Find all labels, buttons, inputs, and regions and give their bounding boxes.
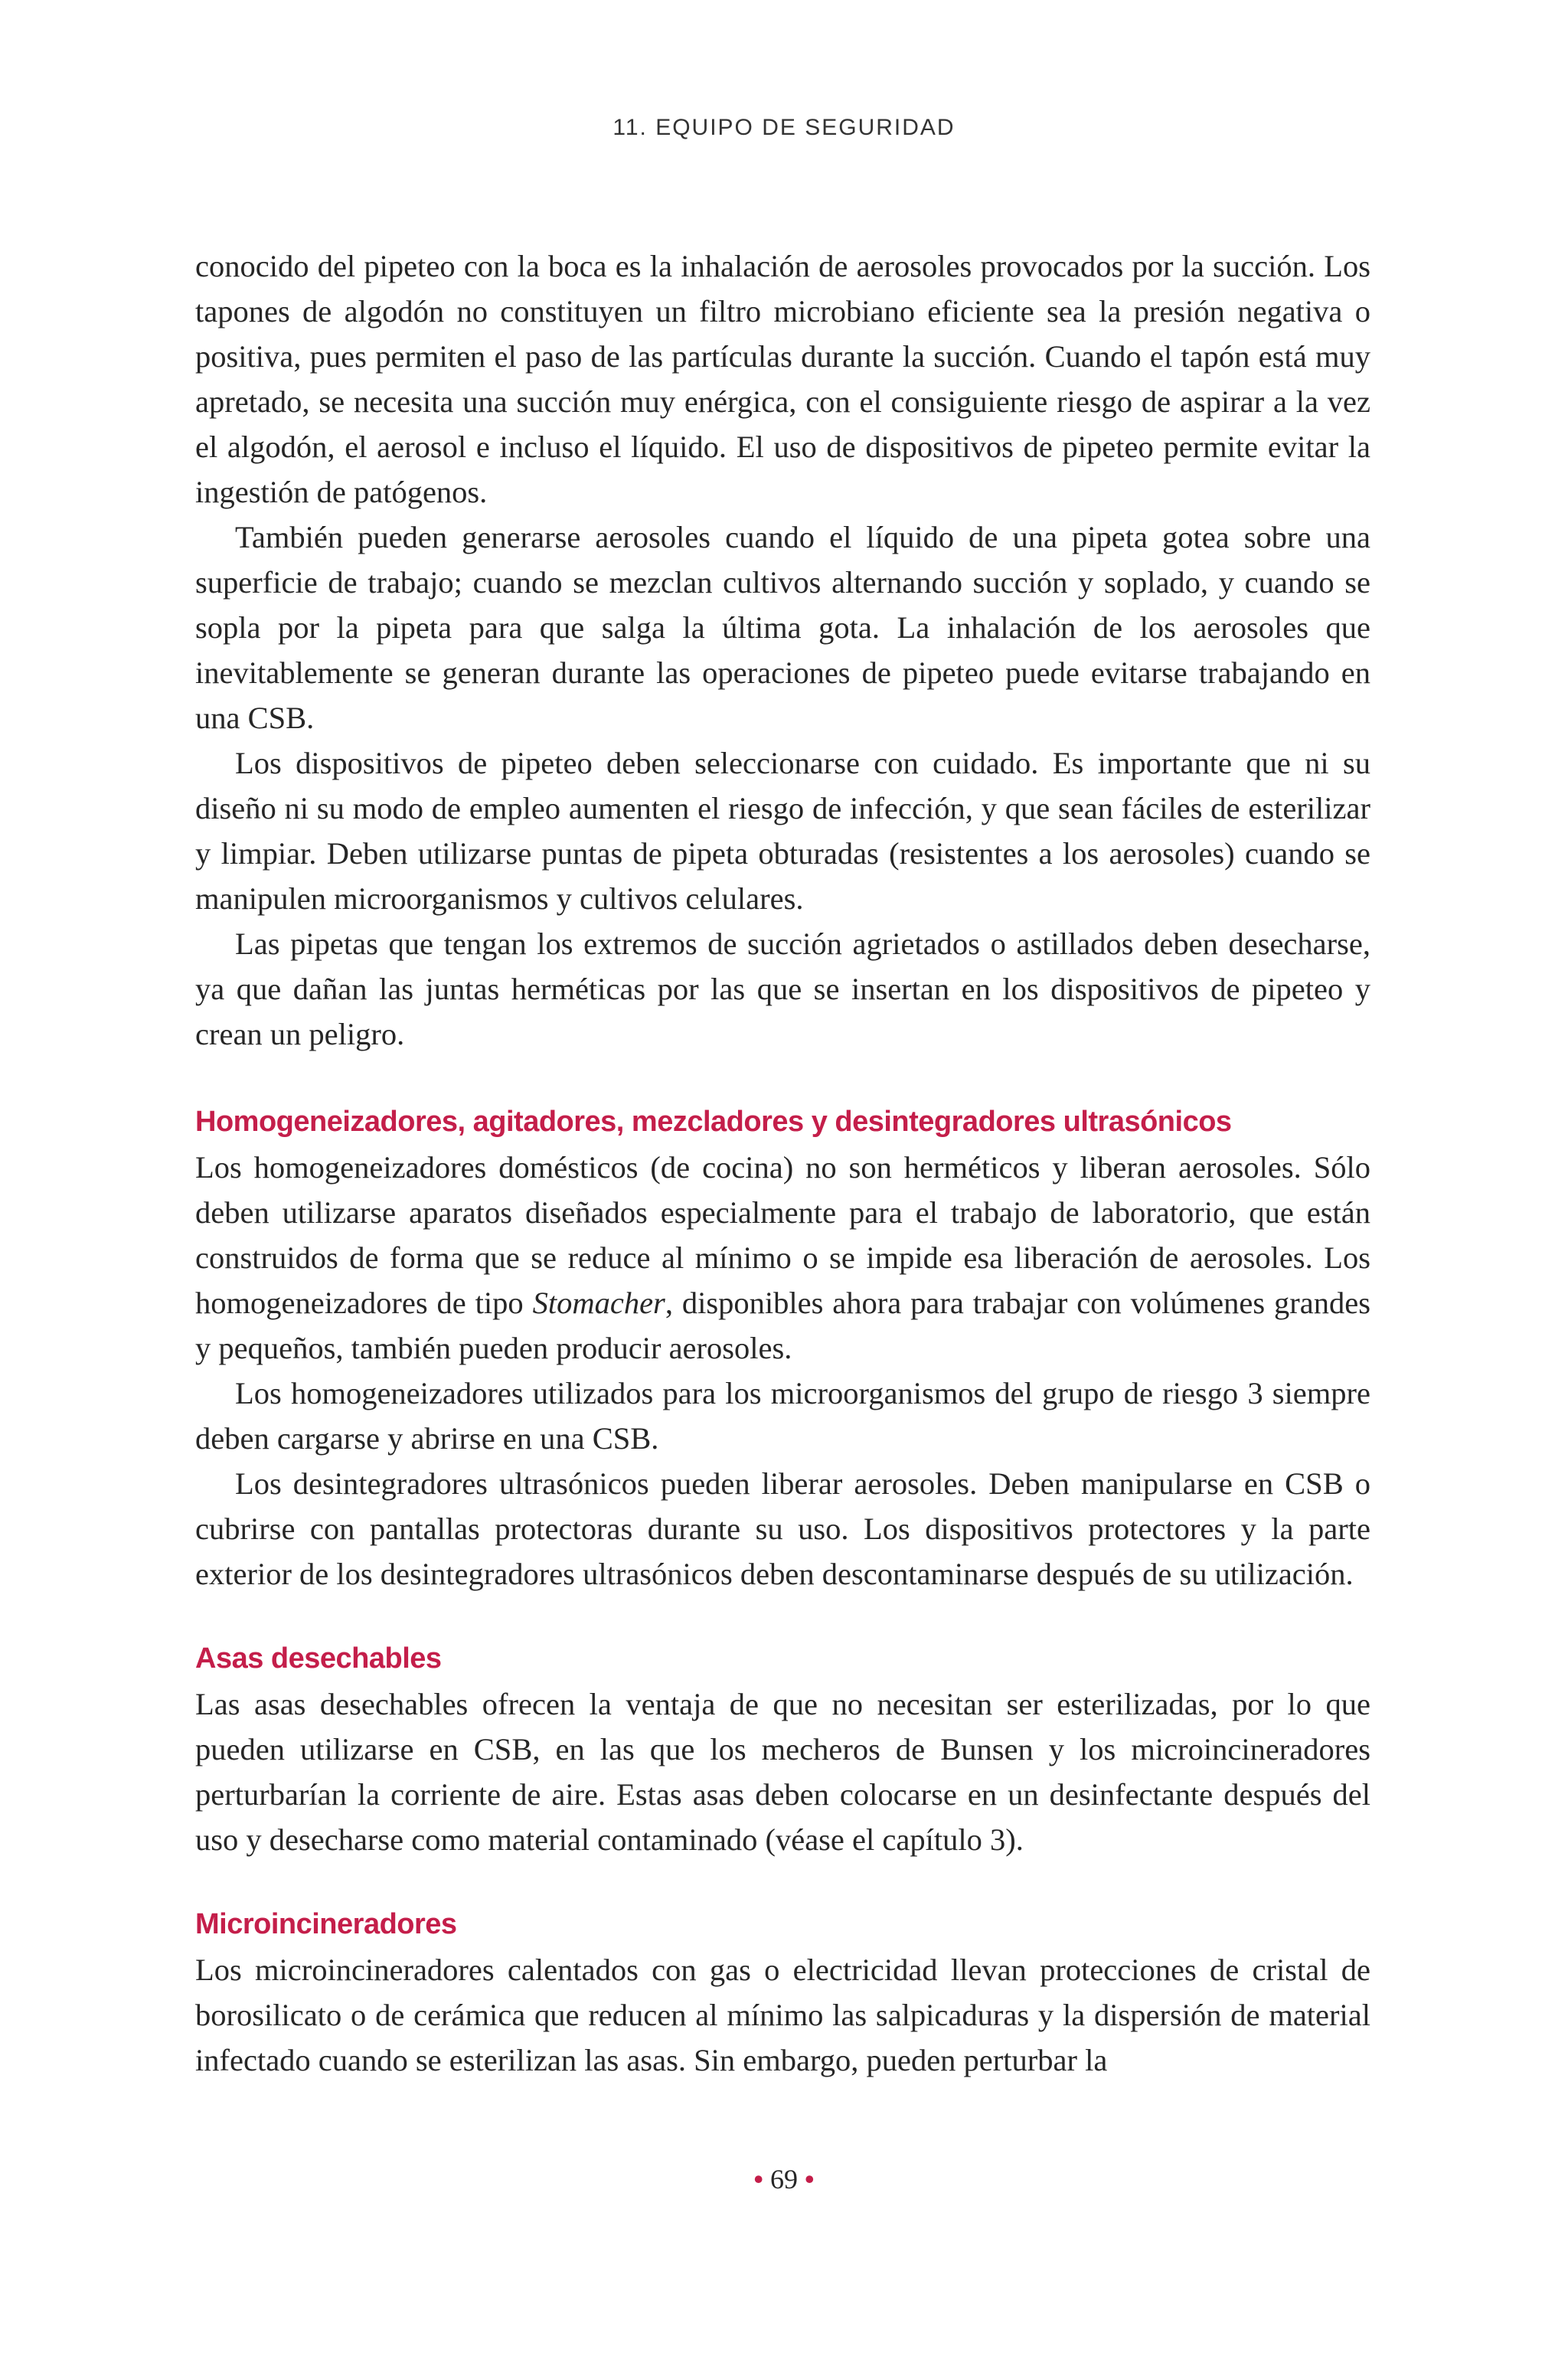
homog-text-after: , disponibles ahora para trabajar con volúmenes grandes y pequeños, también pueden producir aerosoles. [195, 1286, 1370, 1365]
bullet-right: • [805, 2164, 815, 2194]
paragraph-pipeteo-4: Las pipetas que tengan los extremos de succión agrietados o astillados deben desecharse, ya que dañan las juntas herméticas por las que se insertan en los dispositivos de pipeteo y crean un peligro. [195, 926, 1370, 1051]
paragraph-asas-desechables: Las asas desechables ofrecen la ventaja de que no necesitan ser esterilizadas, por lo que pueden utilizarse en CSB, en las que los mecheros de Bunsen y los microincineradores perturbarían la corriente de aire. Estas asas deben colocarse en un desinfectante después del uso y desecharse como material contaminado (véase el capítulo 3). [195, 1687, 1370, 1857]
page-number: 69 [770, 2164, 798, 2194]
heading-asas-desechables: Asas desechables [195, 1642, 442, 1675]
paragraph-microincineradores: Los microincineradores calentados con gas o electricidad llevan protecciones de cristal de borosilicato o de cerámica que reducen al mínimo las salpicaduras y la dispersión de material infectado cuando se esterilizan las asas. Sin embargo, pueden perturbar la [195, 1953, 1370, 2077]
paragraph-homogeneizadores-1 [195, 1145, 1370, 1371]
paragraph-pipeteo-3: Los dispositivos de pipeteo deben seleccionarse con cuidado. Es importante que ni su diseño ni su modo de empleo aumenten el riesgo de infección, y que sean fáciles de esterilizar y limpiar. Deben utilizarse puntas de pipeta obturadas (resistentes a los aerosoles) cuando se manipulen microorganismos y cultivos celulares. [195, 746, 1370, 916]
paragraph-homogeneizadores-2: Los homogeneizadores utilizados para los microorganismos del grupo de riesgo 3 siempre deben cargarse y abrirse en una CSB. [195, 1376, 1370, 1456]
homog-text-italic: Stomacher [532, 1286, 665, 1320]
heading-microincineradores: Microincineradores [195, 1908, 457, 1940]
heading-homogeneizadores: Homogeneizadores, agitadores, mezcladores y desintegradores ultrasónicos [195, 1106, 1232, 1138]
bullet-left: • [753, 2164, 763, 2194]
paragraph-pipeteo-2: También pueden generarse aerosoles cuando el líquido de una pipeta gotea sobre una superficie de trabajo; cuando se mezclan cultivos alternando succión y soplado, y cuando se sopla por la pipeta para que salga la última gota. La inhalación de los aerosoles que inevitablemente se generan durante las operaciones de pipeteo puede evitarse trabajando en una CSB. [195, 520, 1370, 735]
paragraph-homogeneizadores-3: Los desintegradores ultrasónicos pueden liberar aerosoles. Deben manipularse en CSB o cubrirse con pantallas protectoras durante su uso. Los dispositivos protectores y la parte exterior de los desintegradores ultrasónicos deben descontaminarse después de su utilización. [195, 1466, 1370, 1591]
page-content [195, 243, 1370, 2083]
page-number-footer [0, 2163, 1568, 2195]
homog-text-before: Los homogeneizadores domésticos (de cocina) no son herméticos y liberan aerosoles. Sólo deben utilizarse aparatos diseñados especialmente para el trabajo de laboratorio, que están construidos de forma que se reduce al mínimo o se impide esa liberación de aerosoles. Los homogeneizadores de tipo [195, 1150, 1370, 1320]
running-header: 11. EQUIPO DE SEGURIDAD [612, 115, 956, 140]
paragraph-pipeteo-1: conocido del pipeteo con la boca es la inhalación de aerosoles provocados por la succión. Los tapones de algodón no constituyen un filtro microbiano eficiente sea la presión negativa o positiva, pues permiten el paso de las partículas durante la succión. Cuando el tapón está muy apretado, se necesita una succión muy enérgica, con el consiguiente riesgo de aspirar a la vez el algodón, el aerosol e incluso el líquido. El uso de dispositivos de pipeteo permite evitar la ingestión de patógenos. [195, 249, 1370, 509]
